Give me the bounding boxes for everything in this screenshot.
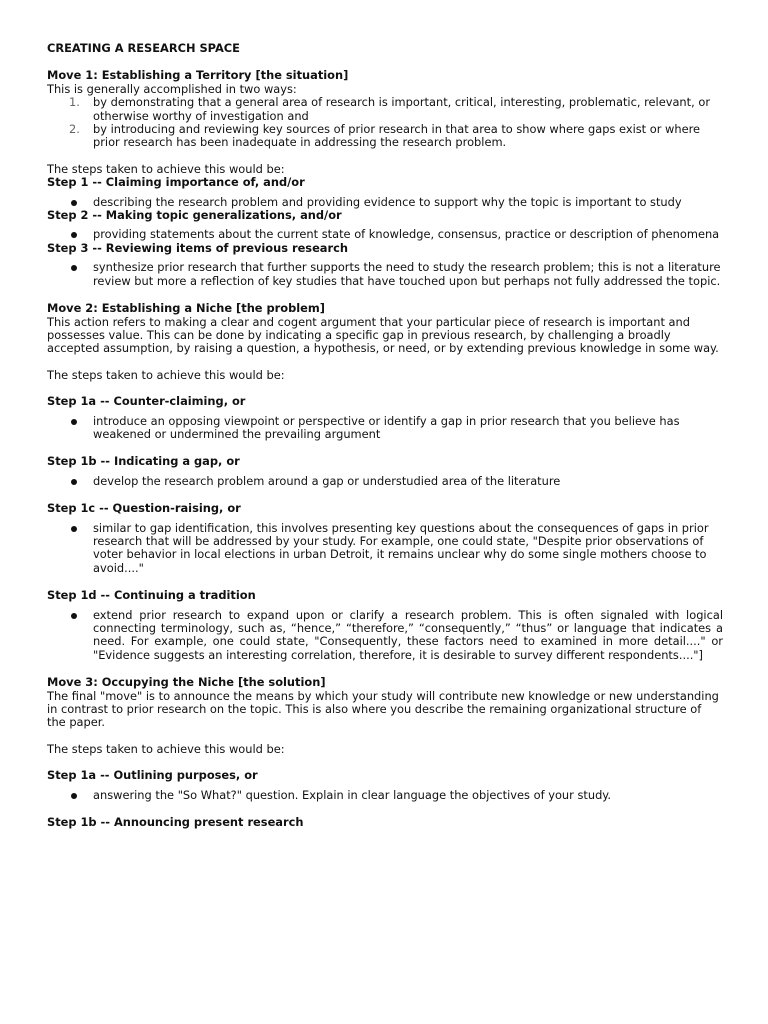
move-2-heading: Move 2: Establishing a Niche [the problem] xyxy=(47,301,325,316)
list-item xyxy=(47,261,723,288)
move-3-step-1a-list xyxy=(47,789,723,802)
bullet-text: develop the research problem around a gap or understudied area of the literature xyxy=(93,473,561,488)
move-3-steps-intro: The steps taken to achieve this would be: xyxy=(47,741,285,756)
move-1-intro: This is generally accomplished in two ways: xyxy=(47,81,297,96)
bullet-icon xyxy=(71,793,77,799)
move-3-step-1b-heading: Step 1b -- Announcing present research xyxy=(47,815,304,830)
move-1-step-1-list xyxy=(47,196,723,209)
bullet-text: describing the research problem and providing evidence to support why the topic is important to study xyxy=(93,194,682,209)
bullet-text: introduce an opposing viewpoint or perspective or identify a gap in prior research that you believe has weakened or undermined the prevailing argument xyxy=(93,413,680,441)
move-1-steps-intro: The steps taken to achieve this would be: xyxy=(47,161,285,176)
move-1-step-3-heading: Step 3 -- Reviewing items of previous research xyxy=(47,240,348,255)
bullet-text: extend prior research to expand upon or clarify a research problem. This is often signaled with logical connecting terminology, such as, “hence,” “therefore,” “consequently,” “thus” or language that indicates a need. For example, one could state, "Consequently, these factors need to examined in more detail...." or "Evidence suggests an interesting correlation, therefore, it is desirable to survey different respondents...."] xyxy=(93,607,723,662)
move-2-step-1d-list xyxy=(47,609,723,663)
move-2-step-1a-list xyxy=(47,415,723,442)
move-3-step-1a-heading: Step 1a -- Outlining purposes, or xyxy=(47,768,258,783)
list-number: 2. xyxy=(69,122,80,137)
bullet-text: similar to gap identification, this involves presenting key questions about the consequences of gaps in prior research that will be addressed by your study. For example, one could state, "Despite prior observations of voter behavior in local elections in urban Detroit, it remains unclear why do some single mothers choose to avoid...." xyxy=(93,520,709,575)
move-2-step-1b-heading: Step 1b -- Indicating a gap, or xyxy=(47,454,240,469)
bullet-icon xyxy=(71,613,77,619)
list-item xyxy=(47,522,723,576)
bullet-icon xyxy=(71,419,77,425)
move-1-step-3-list xyxy=(47,261,723,288)
bullet-icon xyxy=(71,265,77,271)
list-item xyxy=(47,96,723,123)
move-2-step-1b-list xyxy=(47,475,723,488)
move-1-ways-list xyxy=(47,96,723,150)
list-item xyxy=(47,789,723,802)
list-item xyxy=(47,609,723,663)
move-2-section xyxy=(47,302,723,662)
move-1-heading: Move 1: Establishing a Territory [the situation] xyxy=(47,68,349,83)
list-text: by introducing and reviewing key sources of prior research in that area to show where gaps exist or where prior research has been inadequate in addressing the research problem. xyxy=(93,122,701,150)
move-1-step-1-heading: Step 1 -- Claiming importance of, and/or xyxy=(47,175,305,190)
bullet-icon xyxy=(71,232,77,238)
bullet-icon xyxy=(71,526,77,532)
list-item xyxy=(47,123,723,150)
list-item xyxy=(47,228,723,241)
move-2-step-1a-heading: Step 1a -- Counter-claiming, or xyxy=(47,394,246,409)
list-item xyxy=(47,196,723,209)
bullet-text: answering the "So What?" question. Explain in clear language the objectives of your study. xyxy=(93,787,612,802)
move-1-section xyxy=(47,69,723,288)
move-2-step-1c-list xyxy=(47,522,723,576)
document-page xyxy=(47,42,723,829)
move-2-intro: This action refers to making a clear and cogent argument that your particular piece of research is important and possesses value. This can be done by indicating a specific gap in previous research, by challenging a broadly accepted assumption, by raising a question, a hypothesis, or need, or by extending previous knowledge in some way. xyxy=(47,314,719,356)
move-3-heading: Move 3: Occupying the Niche [the solution] xyxy=(47,675,326,690)
move-2-steps-intro: The steps taken to achieve this would be: xyxy=(47,367,285,382)
document-title: CREATING A RESEARCH SPACE xyxy=(47,41,240,55)
bullet-text: providing statements about the current state of knowledge, consensus, practice or description of phenomena xyxy=(93,227,720,242)
move-3-section xyxy=(47,676,723,829)
move-1-step-2-list xyxy=(47,228,723,241)
bullet-text: synthesize prior research that further supports the need to study the research problem; this is not a literature review but more a reflection of key studies that have touched upon but perhaps not fully addressed the topic. xyxy=(93,260,721,288)
bullet-icon xyxy=(71,479,77,485)
list-text: by demonstrating that a general area of research is important, critical, interesting, problematic, relevant, or otherwise worthy of investigation and xyxy=(93,95,711,123)
move-2-step-1c-heading: Step 1c -- Question-raising, or xyxy=(47,501,241,516)
move-2-step-1d-heading: Step 1d -- Continuing a tradition xyxy=(47,588,256,603)
list-number: 1. xyxy=(69,95,80,110)
list-item xyxy=(47,415,723,442)
list-item xyxy=(47,475,723,488)
move-3-intro: The final "move" is to announce the means by which your study will contribute new knowledge or new understanding in contrast to prior research on the topic. This is also where you describe the remaining organizational structure of the paper. xyxy=(47,688,719,730)
bullet-icon xyxy=(71,200,77,206)
move-1-step-2-heading: Step 2 -- Making topic generalizations, and/or xyxy=(47,208,342,223)
